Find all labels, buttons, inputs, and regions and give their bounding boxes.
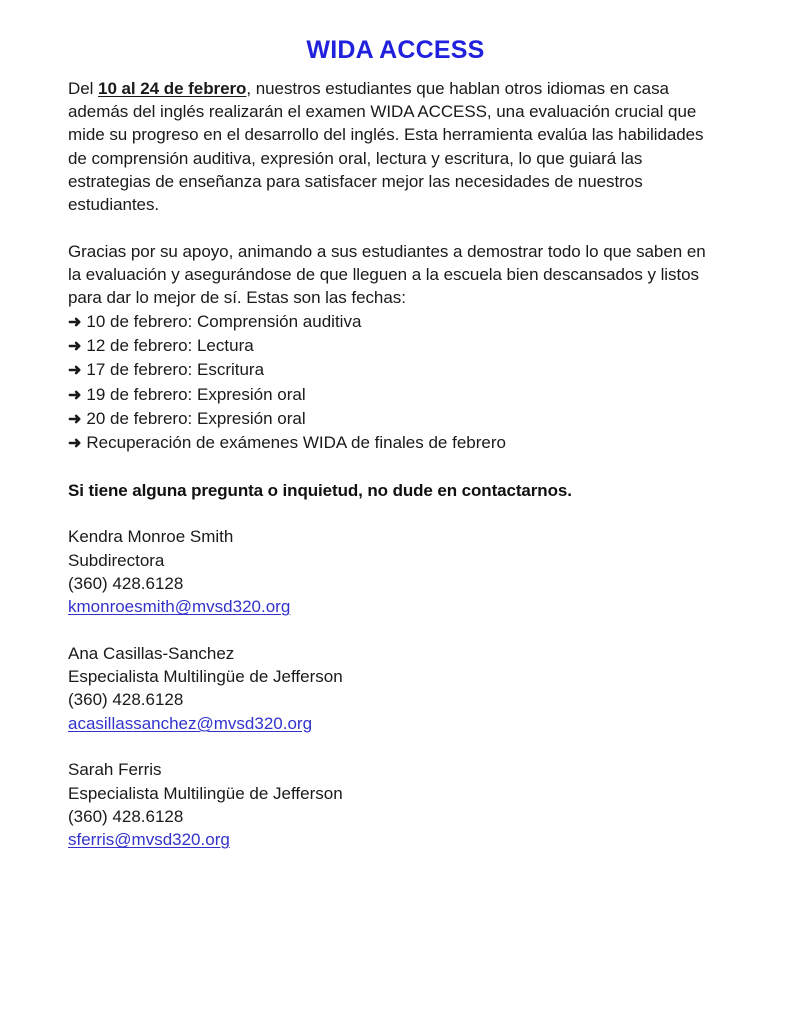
contact-email-link[interactable]: acasillassanchez@mvsd320.org — [68, 713, 313, 733]
arrow-right-icon: ➜ — [68, 386, 82, 404]
contact-spacer — [68, 735, 723, 758]
contact-email-link[interactable]: kmonroesmith@mvsd320.org — [68, 597, 291, 617]
arrow-right-icon: ➜ — [68, 338, 82, 356]
intro-rest: , nuestros estudiantes que hablan otros idiomas en casa además del inglés realizarán el examen WIDA ACCESS, una evaluación crucial que mide su progreso en el desarrollo del inglés. Esta herramienta evalúa las habilidades de comprensión auditiva, expresión oral, lectura y escritura, lo que guiará las estrategias de enseñanza para satisfacer mejor las necesidades de nuestros estudiantes. — [68, 78, 704, 215]
contact-phone: (360) 428.6128 — [68, 690, 184, 710]
contact-name: Kendra Monroe Smith — [68, 527, 234, 547]
contact-name: Sarah Ferris — [68, 760, 162, 780]
intro-paragraph — [68, 77, 716, 217]
page-title: WIDA ACCESS — [306, 36, 485, 64]
schedule-list — [68, 310, 723, 456]
contact-email-link[interactable]: sferris@mvsd320.org — [68, 830, 230, 850]
contact-phone: (360) 428.6128 — [68, 806, 184, 826]
call-to-action-text: Si tiene alguna pregunta o inquietud, no dude en contactarnos. — [68, 480, 572, 500]
contact-spacer — [68, 619, 723, 642]
schedule-item-label: 17 de febrero: Escritura — [86, 360, 265, 380]
contact-card — [68, 758, 723, 851]
intro-date-range: 10 al 24 de febrero — [98, 78, 247, 98]
list-item — [68, 383, 723, 407]
list-item — [68, 358, 723, 382]
arrow-right-icon: ➜ — [68, 410, 82, 428]
schedule-item-label: 10 de febrero: Comprensión auditiva — [86, 311, 362, 331]
contact-name: Ana Casillas-Sanchez — [68, 643, 235, 663]
thanks-paragraph: Gracias por su apoyo, animando a sus estudiantes a demostrar todo lo que saben en la evaluación y asegurándose de que lleguen a la escuela bien descansados y listos para dar lo mejor de sí. Estas son las fechas: — [68, 241, 706, 308]
list-item — [68, 334, 723, 358]
arrow-right-icon: ➜ — [68, 435, 82, 453]
contact-role: Subdirectora — [68, 550, 165, 570]
contact-phone: (360) 428.6128 — [68, 573, 184, 593]
arrow-right-icon: ➜ — [68, 313, 82, 331]
list-item — [68, 407, 723, 431]
contact-email-row — [68, 595, 723, 618]
cta-spacer — [68, 502, 723, 525]
contact-card — [68, 642, 723, 735]
schedule-item-label: 12 de febrero: Lectura — [86, 336, 254, 356]
contact-role: Especialista Multilingüe de Jefferson — [68, 783, 343, 803]
contact-email-row — [68, 828, 723, 851]
paragraph-spacer — [68, 217, 723, 240]
schedule-item-label: Recuperación de exámenes WIDA de finales de febrero — [86, 433, 506, 453]
contact-email-row — [68, 712, 723, 735]
contact-card — [68, 525, 723, 618]
list-item — [68, 310, 723, 334]
schedule-item-label: 19 de febrero: Expresión oral — [86, 384, 306, 404]
schedule-item-label: 20 de febrero: Expresión oral — [86, 408, 306, 428]
list-item — [68, 431, 723, 455]
contact-role: Especialista Multilingüe de Jefferson — [68, 667, 343, 687]
arrow-right-icon: ➜ — [68, 362, 82, 380]
intro-lead-in: Del — [68, 78, 99, 98]
list-spacer — [68, 456, 723, 479]
